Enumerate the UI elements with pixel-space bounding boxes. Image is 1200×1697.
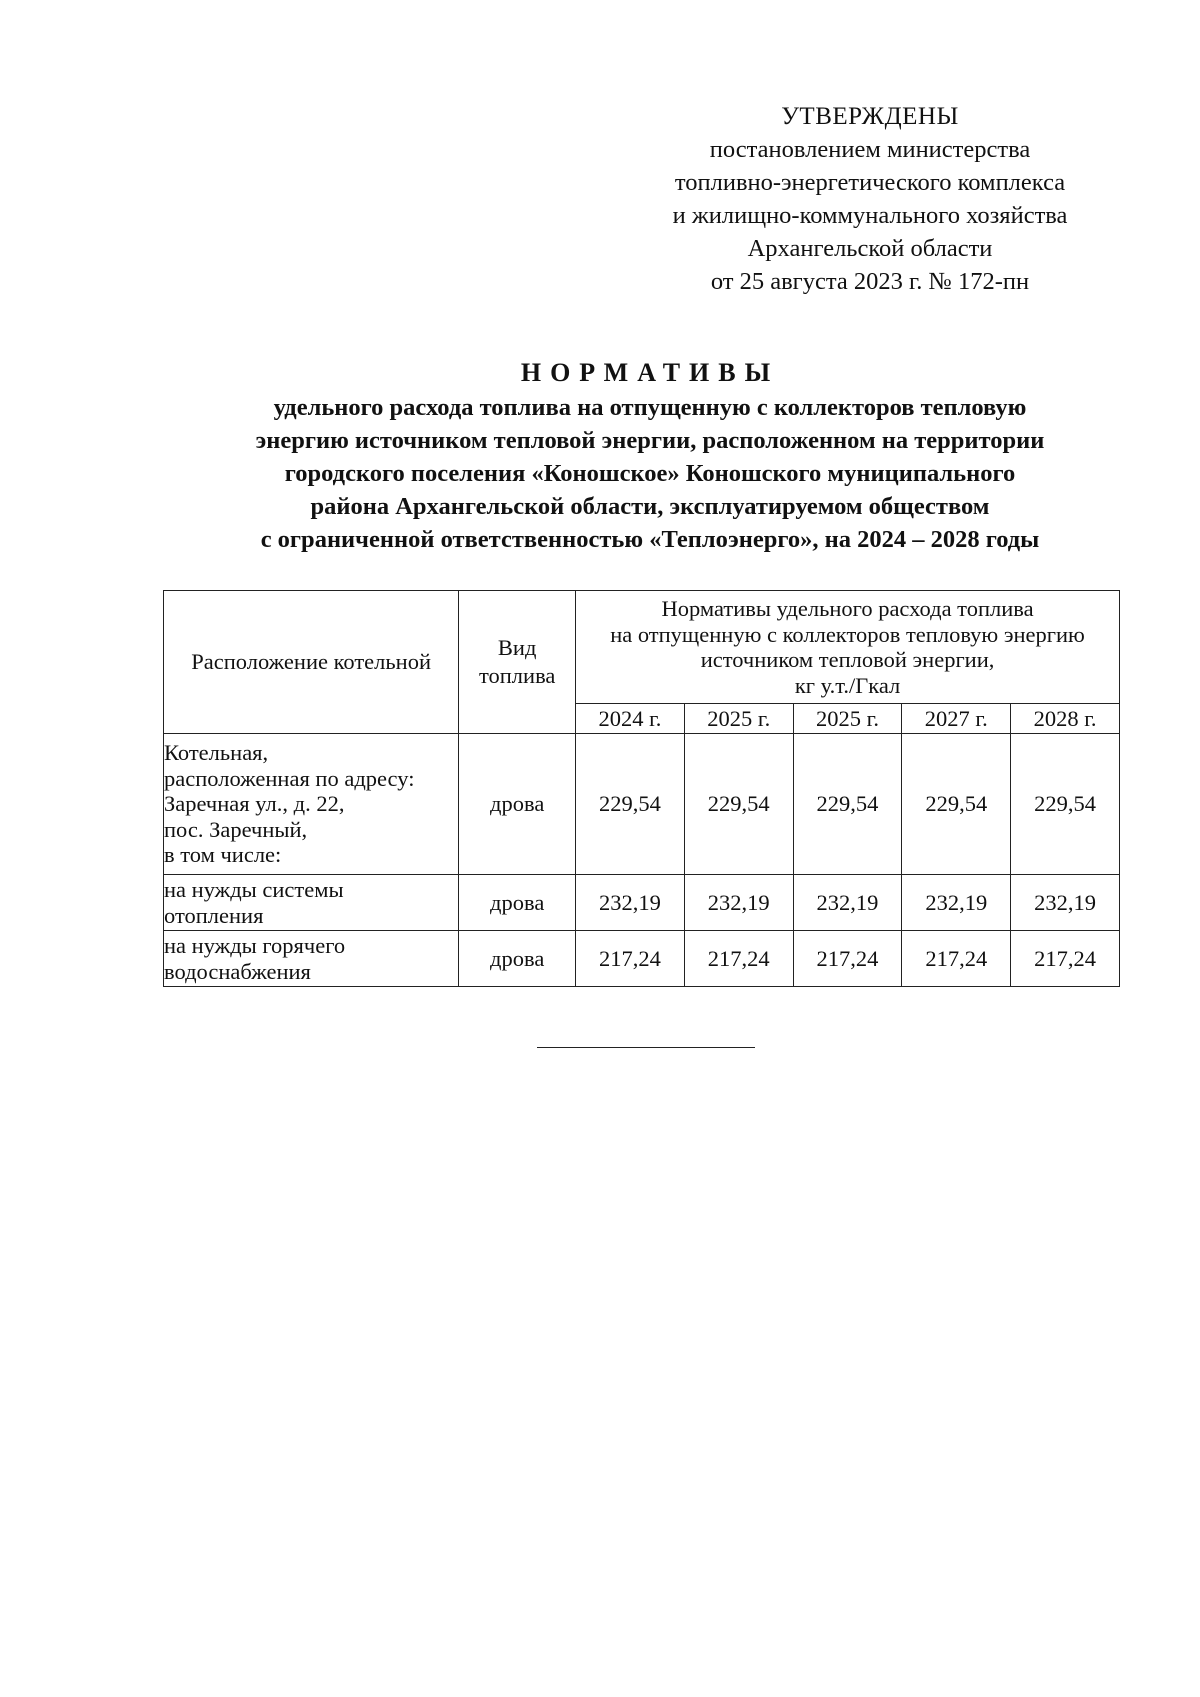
row-location-line: на нужды горячего <box>164 933 346 958</box>
row-value: 217,24 <box>1011 931 1120 987</box>
header-norms-unit: кг у.т./Гкал <box>794 672 901 698</box>
header-norms-line: на отпущенную с коллекторов тепловую энергию <box>610 621 1085 647</box>
header-year: 2025 г. <box>684 704 793 734</box>
row-location-line: в том числе: <box>164 842 282 868</box>
row-value: 232,19 <box>684 875 793 931</box>
row-location <box>164 734 459 875</box>
header-year: 2028 г. <box>1011 704 1120 734</box>
header-fuel-line: топлива <box>478 663 556 688</box>
row-value: 229,54 <box>793 734 902 875</box>
table-row <box>164 734 1120 875</box>
row-location-line: пос. Заречный, <box>164 816 308 842</box>
row-value: 229,54 <box>902 734 1011 875</box>
approval-line: постановлением министерства <box>709 136 1031 163</box>
row-fuel: дрова <box>459 931 576 987</box>
row-value: 229,54 <box>576 734 685 875</box>
row-value: 232,19 <box>576 875 685 931</box>
document-subtitle-line: удельного расхода топлива на отпущенную с коллекторов тепловую <box>273 394 1027 421</box>
approval-line: и жилищно-коммунального хозяйства <box>672 202 1068 229</box>
row-location-line: водоснабжения <box>164 958 311 984</box>
end-divider <box>537 1047 755 1048</box>
header-year: 2027 г. <box>902 704 1011 734</box>
row-location <box>164 875 459 931</box>
approval-heading: УТВЕРЖДЕНЫ <box>781 103 959 130</box>
row-location-line: Заречная ул., д. 22, <box>164 791 345 817</box>
row-value: 232,19 <box>902 875 1011 931</box>
document-subtitle-line: района Архангельской области, эксплуатируемом обществом <box>310 493 990 520</box>
header-location: Расположение котельной <box>164 591 459 734</box>
header-norms-line: Нормативы удельного расхода топлива <box>661 596 1034 621</box>
header-year: 2025 г. <box>793 704 902 734</box>
header-norms-group <box>576 591 1120 704</box>
row-value: 229,54 <box>1011 734 1120 875</box>
row-value: 217,24 <box>902 931 1011 987</box>
row-value: 217,24 <box>576 931 685 987</box>
row-value: 217,24 <box>793 931 902 987</box>
row-location-line: расположенная по адресу: <box>164 765 415 791</box>
row-value: 232,19 <box>1011 875 1120 931</box>
norms-table <box>163 590 1120 987</box>
document-subtitle-line: с ограниченной ответственностью «Теплоэнерго», на 2024 – 2028 годы <box>260 526 1040 553</box>
row-value: 229,54 <box>684 734 793 875</box>
header-fuel-type <box>459 591 576 734</box>
row-value: 217,24 <box>684 931 793 987</box>
approval-line: Архангельской области <box>747 235 993 262</box>
approval-date-number: от 25 августа 2023 г. № 172-пн <box>710 268 1030 295</box>
header-year: 2024 г. <box>576 704 685 734</box>
header-fuel-line: Вид <box>497 635 537 660</box>
document-title-block <box>160 355 1140 556</box>
row-location-line: отопления <box>164 902 264 928</box>
row-fuel: дрова <box>459 734 576 875</box>
table-row <box>164 931 1120 987</box>
row-value: 232,19 <box>793 875 902 931</box>
document-subtitle-line: энергию источником тепловой энергии, расположенном на территории <box>255 427 1045 454</box>
approval-line: топливно-энергетического комплекса <box>674 169 1066 196</box>
row-location-line: на нужды системы <box>164 877 344 902</box>
approval-block <box>600 100 1140 298</box>
row-fuel: дрова <box>459 875 576 931</box>
row-location-line: Котельная, <box>164 740 269 766</box>
header-norms-line: источником тепловой энергии, <box>700 647 995 672</box>
document-subtitle-line: городского поселения «Коношское» Коношского муниципального <box>284 460 1016 487</box>
row-location <box>164 931 459 987</box>
table-row <box>164 875 1120 931</box>
document-title: НОРМАТИВЫ <box>520 358 780 387</box>
